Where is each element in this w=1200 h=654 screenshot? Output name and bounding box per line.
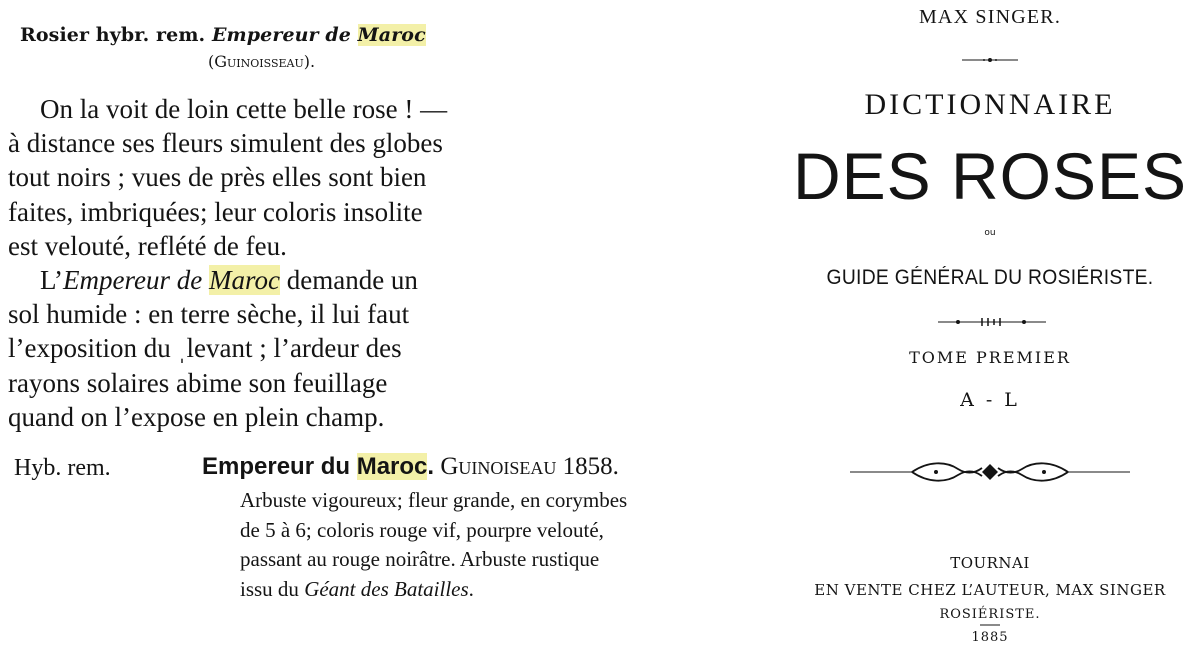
body-line: faites, imbriquées; leur coloris insolite <box>8 196 423 227</box>
clip-two-name-post: . <box>427 453 435 480</box>
clip-one-heading-italic: Empereur de <box>211 24 358 46</box>
body-line: On la voit de loin cette belle rose ! — <box>40 94 448 124</box>
clip-two-name-pre: Empereur du <box>202 453 357 480</box>
title-page-year: 1885 <box>971 630 1009 645</box>
body-line: l’exposition du ˌlevant ; l’ardeur des <box>8 333 402 364</box>
body-line: sol humide : en terre sèche, il lui faut <box>8 299 410 330</box>
body-line <box>8 263 447 297</box>
body-line: tout noirs ; vues de près elles sont bien <box>8 162 427 193</box>
title-line-two: DES ROSES <box>792 139 1188 213</box>
title-page-place: TOURNAI <box>950 554 1030 572</box>
clip-two-breeder: Guinoiseau 1858. <box>434 453 619 480</box>
middle-rule-ornament <box>938 317 1046 327</box>
body-line: à distance ses fleurs simulent des globes <box>8 128 443 159</box>
clip-two-heading <box>202 453 619 481</box>
year-rule <box>980 624 1000 626</box>
body-line: rayons solaires abime son feuillage <box>8 367 388 398</box>
desc-line <box>240 575 627 605</box>
clip-two-description <box>240 486 627 604</box>
body-line: quand on l’expose en plein champ. <box>8 401 385 432</box>
title-page-author: MAX SINGER. <box>918 6 1062 28</box>
body-line-post: demande un <box>279 265 418 296</box>
title-line-one: DICTIONNAIRE <box>864 88 1116 121</box>
title-page-subtitle: GUIDE GÉNÉRAL DU ROSIÉRISTE. <box>826 266 1154 289</box>
clip-one-breeder: (Guinoisseau). <box>208 52 316 71</box>
title-page-publisher: EN VENTE CHEZ L’AUTEUR, MAX SINGER <box>814 581 1166 599</box>
body-line-italic: Empereur de <box>63 265 209 296</box>
body-line: est velouté, reflété de feu. <box>8 230 287 261</box>
clip-two-name <box>202 453 434 480</box>
body-line-pre: L’ <box>40 265 64 296</box>
desc-line: passant au rouge noirâtre. Arbuste rustique <box>240 547 600 571</box>
desc-line: de 5 à 6; coloris rouge vif, pourpre velouté, <box>240 517 604 542</box>
title-page-letter-range: A - L <box>960 389 1020 411</box>
clip-one-heading-pre: Rosier hybr. rem. <box>20 24 212 46</box>
desc-line-post: . <box>468 576 474 601</box>
title-page-volume: TOME PREMIER <box>909 348 1071 367</box>
desc-line: Arbuste vigoureux; fleur grande, en corymbes <box>240 488 628 512</box>
clip-one-body <box>8 92 447 434</box>
title-page-role: ROSIÉRISTE. <box>939 607 1041 622</box>
desc-line-pre: issu du <box>240 576 305 601</box>
clip-one-heading <box>20 24 426 46</box>
scroll-rule-ornament <box>850 459 1130 485</box>
body-line-highlight: Maroc <box>208 265 280 296</box>
small-rule-ornament <box>962 56 1018 64</box>
clip-two-name-highlight: Maroc <box>356 453 428 480</box>
clip-two-type: Hyb. rem. <box>14 455 111 481</box>
title-connector: ou <box>984 228 996 238</box>
clip-one-heading-highlight: Maroc <box>357 24 426 46</box>
desc-line-italic: Géant des Batailles <box>304 576 469 601</box>
